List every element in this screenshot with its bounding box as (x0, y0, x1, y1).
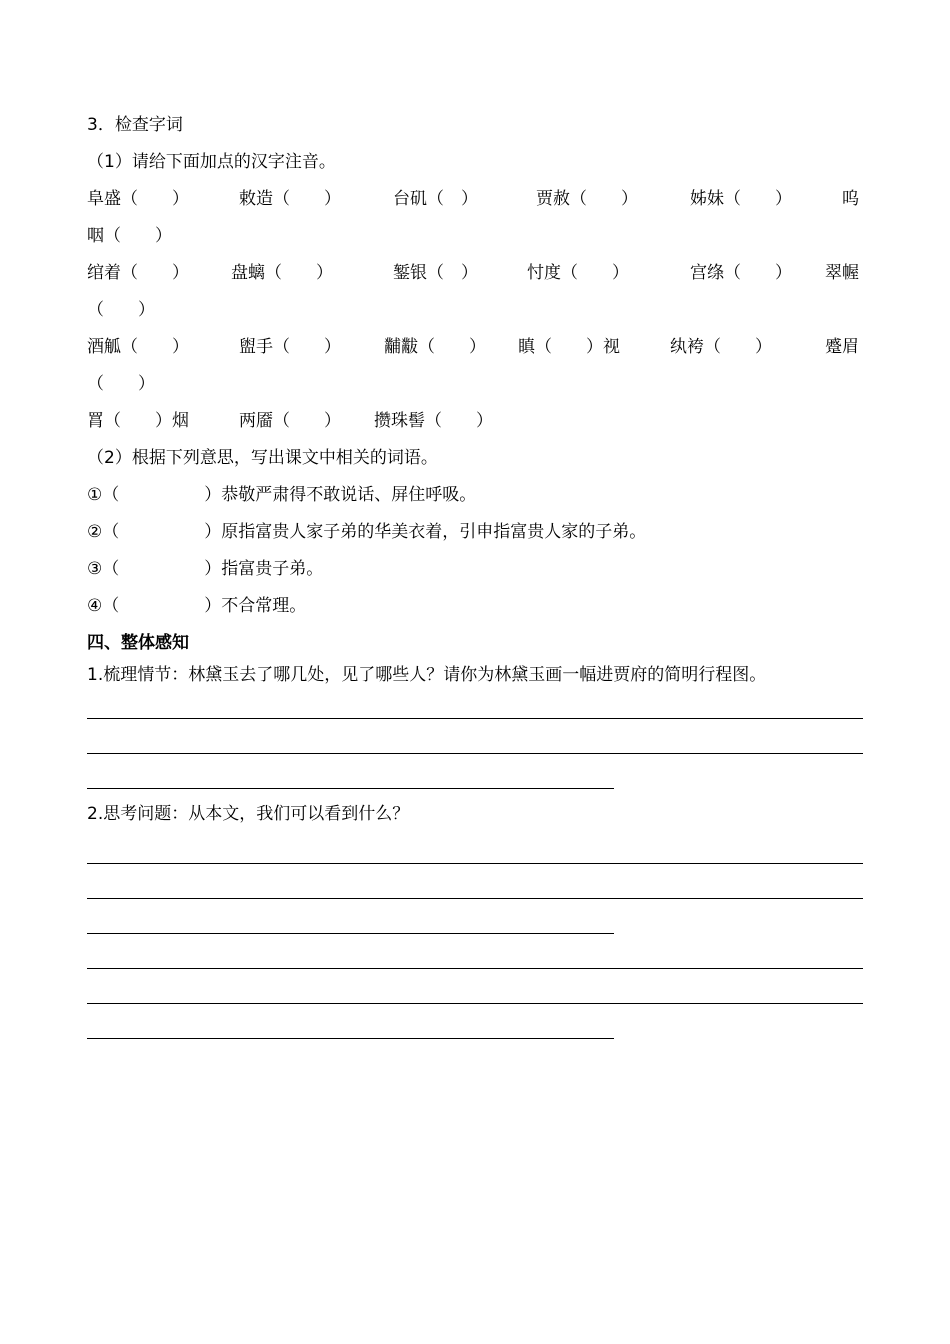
pinyin-item: 姊妹（ ） (690, 189, 792, 209)
pinyin-row-4 (87, 408, 863, 445)
section4-question-2: 2.思考问题：从本文，我们可以看到什么？ (87, 804, 410, 824)
pinyin-item: 绾着（ ） (87, 263, 189, 283)
pinyin-item: 攒珠髻（ ） (374, 411, 493, 431)
pinyin-item: 黼黻（ ） (384, 337, 486, 357)
answer-line[interactable] (87, 766, 614, 789)
q1-label: （1）请给下面加点的汉字注音。 (87, 152, 336, 172)
pinyin-item: 盥手（ ） (239, 337, 341, 357)
pinyin-item: 台矶（ ） (393, 189, 478, 209)
section3-heading: 3．检查字词 (87, 115, 183, 135)
pinyin-row-1 (87, 186, 863, 223)
answer-line[interactable] (87, 696, 863, 719)
section4-heading: 四、整体感知 (87, 633, 189, 653)
pinyin-item: 翠幄 (825, 263, 859, 283)
pinyin-item: 敕造（ ） (239, 189, 341, 209)
answer-area-1 (87, 696, 863, 789)
pinyin-row-3-cont: （ ） (87, 374, 155, 394)
answer-line[interactable] (87, 1016, 614, 1039)
pinyin-item: 罥（ ）烟 (87, 411, 189, 431)
section4-question-1: 1.梳理情节：林黛玉去了哪几处，见了哪些人？请你为林黛玉画一幅进贾府的简明行程图。 (87, 665, 767, 685)
answer-line[interactable] (87, 981, 863, 1004)
pinyin-item: 蹙眉 (825, 337, 859, 357)
pinyin-row-3 (87, 334, 863, 371)
answer-line[interactable] (87, 911, 614, 934)
q2-item-3: ③（ ）指富贵子弟。 (87, 559, 324, 579)
pinyin-item: 呜 (842, 189, 859, 209)
pinyin-item: 两靥（ ） (239, 411, 341, 431)
pinyin-item: 阜盛（ ） (87, 189, 189, 209)
pinyin-row-1-cont: 咽（ ） (87, 226, 172, 246)
pinyin-item: 錾银（ ） (393, 263, 478, 283)
q2-item-1: ①（ ）恭敬严肃得不敢说话、屏住呼吸。 (87, 485, 477, 505)
answer-line[interactable] (87, 731, 863, 754)
answer-area-2 (87, 841, 863, 1039)
pinyin-row-2 (87, 260, 863, 297)
pinyin-row-2-cont: （ ） (87, 300, 155, 320)
answer-line[interactable] (87, 946, 863, 969)
q2-item-4: ④（ ）不合常理。 (87, 596, 307, 616)
pinyin-item: 宫绦（ ） (690, 263, 792, 283)
answer-line[interactable] (87, 876, 863, 899)
pinyin-item: 酒觚（ ） (87, 337, 189, 357)
answer-line[interactable] (87, 841, 863, 864)
q2-label: （2）根据下列意思，写出课文中相关的词语。 (87, 448, 438, 468)
worksheet-page (87, 112, 863, 1051)
pinyin-item: 盘螭（ ） (231, 263, 333, 283)
q2-item-2: ②（ ）原指富贵人家子弟的华美衣着，引申指富贵人家的子弟。 (87, 522, 647, 542)
pinyin-item: 忖度（ ） (527, 263, 629, 283)
pinyin-item: 贾赦（ ） (536, 189, 638, 209)
pinyin-item: 瞋（ ）视 (518, 337, 620, 357)
pinyin-item: 纨袴（ ） (670, 337, 772, 357)
